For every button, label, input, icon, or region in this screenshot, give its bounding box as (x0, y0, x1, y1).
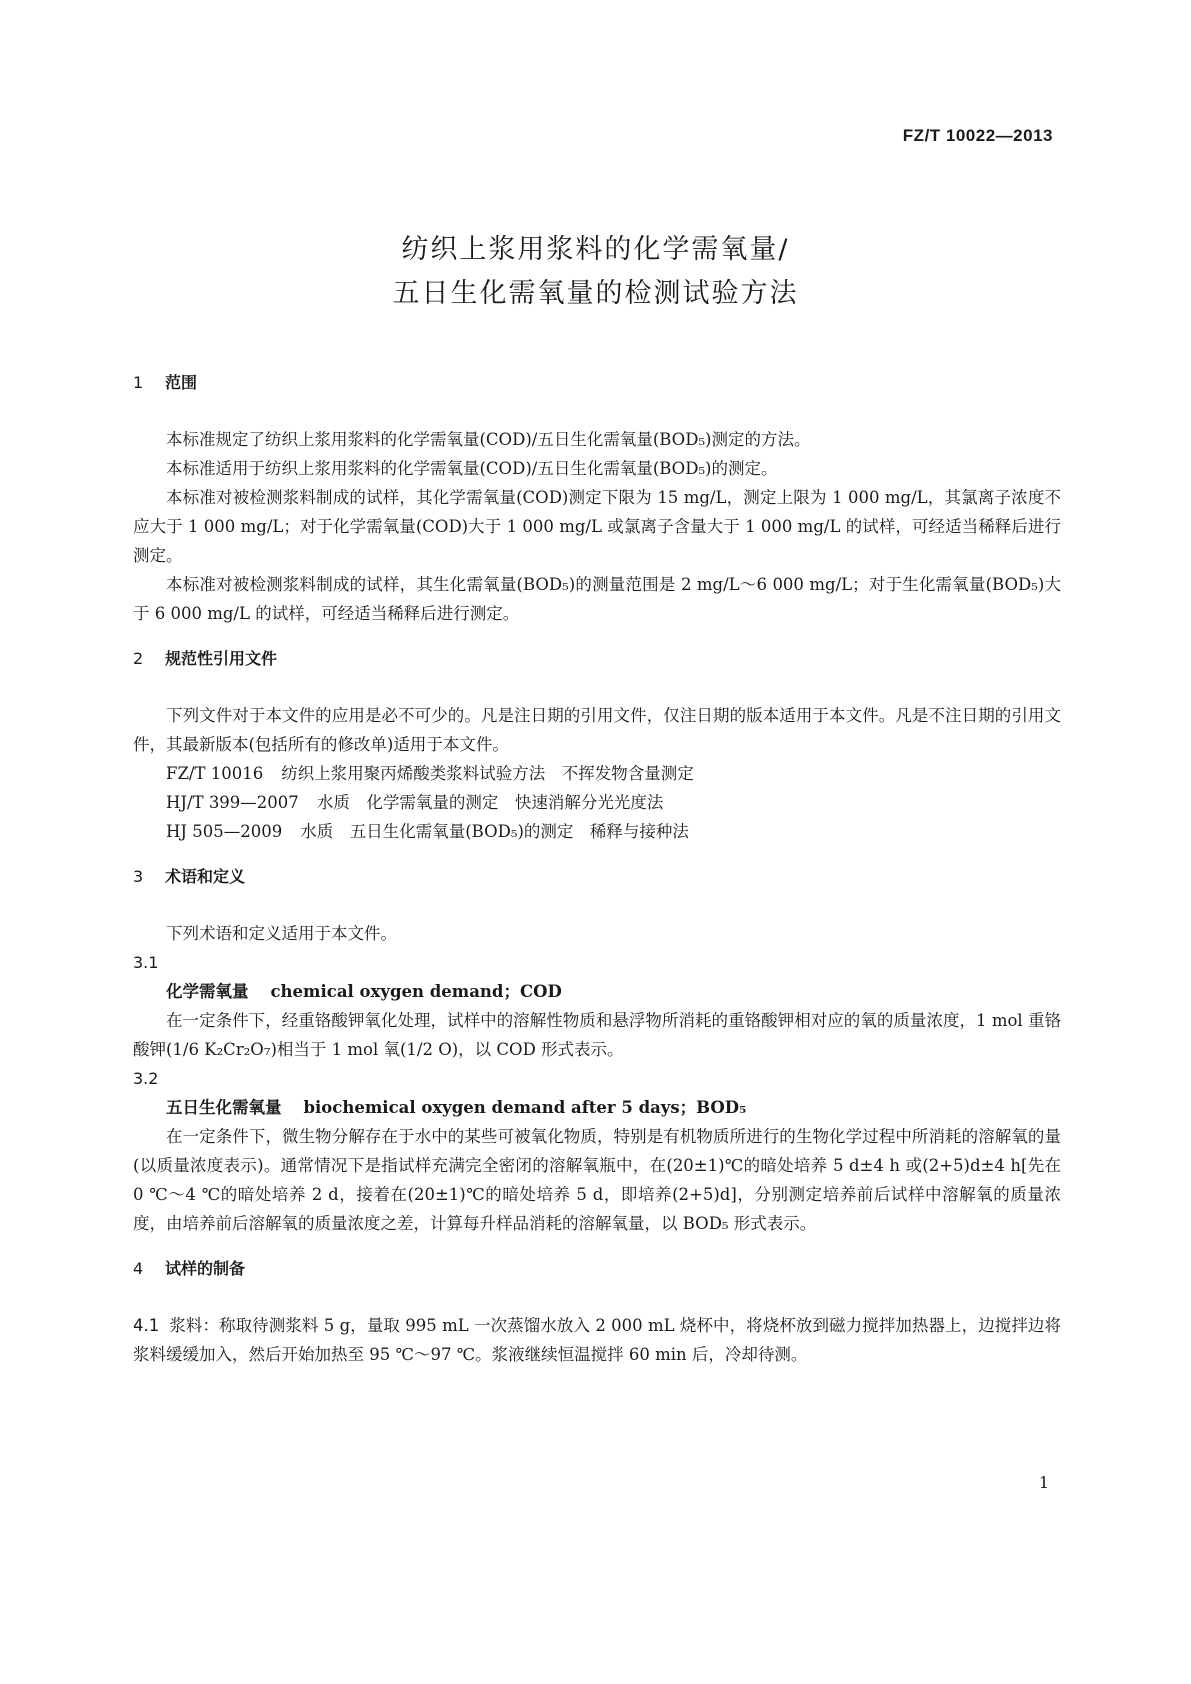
term-definition: 在一定条件下，微生物分解存在于水中的某些可被氧化物质，特别是有机物质所进行的生物化学过程中所消耗的溶解氧的量(以质量浓度表示)。通常情况下是指试样充满完全密闭的溶解氧瓶中，在(20±1)℃的暗处培养 5 d±4 h 或(2+5)d±4 h[先在 0 ℃～4 ℃的暗处培养 2 d，接着在(20±1)℃的暗处培养 5 d，即培养(2+5)d]，分别测定培养前后试样中溶解氧的质量浓度，由培养前后溶解氧的质量浓度之差，计算每升样品消耗的溶解氧量，以 BOD₅ 形式表示。 (133, 1127, 1061, 1233)
reference-name: 水质 化学需氧量的测定 快速消解分光光度法 (316, 793, 664, 812)
section-heading-scope (133, 368, 1061, 397)
paragraph: 本标准对被检测浆料制成的试样，其生化需氧量(BOD₅)的测量范围是 2 mg/L～6 000 mg/L；对于生化需氧量(BOD₅)大于 6 000 mg/L 的试样，可经适当稀释后进行测定。 (133, 575, 1061, 623)
reference-code: HJ 505—2009 (166, 822, 283, 841)
section-title: 规范性引用文件 (165, 649, 278, 668)
section-number: 3 (133, 867, 144, 886)
reference-item (133, 788, 1061, 817)
title-line-1: 纺织上浆用浆料的化学需氧量/ (401, 234, 790, 265)
term-heading (133, 977, 1061, 1006)
term-chinese: 化学需氧量 (166, 982, 249, 1001)
term-heading (133, 1093, 1061, 1122)
reference-item (133, 759, 1061, 788)
section-number: 4 (133, 1259, 144, 1278)
section-heading-normative-references (133, 644, 1061, 673)
paragraph: 本标准适用于纺织上浆用浆料的化学需氧量(COD)/五日生化需氧量(BOD₅)的测定。 (166, 459, 778, 478)
paragraph: 本标准规定了纺织上浆用浆料的化学需氧量(COD)/五日生化需氧量(BOD₅)测定的方法。 (166, 430, 811, 449)
page-number: 1 (1038, 1473, 1049, 1492)
term-number: 3.2 (133, 1069, 159, 1088)
reference-item (133, 817, 1061, 846)
clause-text: 浆料：称取待测浆料 5 g，量取 995 mL 一次蒸馏水放入 2 000 mL 烧杯中，将烧杯放到磁力搅拌加热器上，边搅拌边将浆料缓缓加入，然后开始加热至 95 ℃～97 ℃。浆液继续恒温搅拌 60 min 后，冷却待测。 (133, 1316, 1061, 1364)
clause-item (133, 1311, 1061, 1369)
section-number: 2 (133, 649, 144, 668)
reference-name: 纺织上浆用聚丙烯酸类浆料试验方法 不挥发物含量测定 (281, 764, 694, 783)
document-body (133, 368, 1061, 1369)
term-chinese: 五日生化需氧量 (166, 1098, 282, 1117)
reference-code: FZ/T 10016 (166, 764, 264, 783)
document-title (0, 228, 1191, 316)
section-heading-terms-definitions (133, 862, 1061, 891)
section-number: 1 (133, 373, 144, 392)
term-number: 3.1 (133, 953, 159, 972)
term-definition: 在一定条件下，经重铬酸钾氧化处理，试样中的溶解性物质和悬浮物所消耗的重铬酸钾相对应的氧的质量浓度，1 mol 重铬酸钾(1/6 K₂Cr₂O₇)相当于 1 mol 氧(1/2 O)，以 COD 形式表示。 (133, 1011, 1061, 1059)
section-heading-sample-preparation (133, 1254, 1061, 1283)
term-english: chemical oxygen demand；COD (270, 982, 562, 1001)
section-title: 试样的制备 (165, 1259, 246, 1278)
term-english: biochemical oxygen demand after 5 days；BOD₅ (303, 1098, 747, 1117)
standard-number: FZ/T 10022—2013 (902, 126, 1053, 145)
paragraph: 下列术语和定义适用于本文件。 (166, 924, 397, 943)
paragraph: 本标准对被检测浆料制成的试样，其化学需氧量(COD)测定下限为 15 mg/L，测定上限为 1 000 mg/L，其氯离子浓度不应大于 1 000 mg/L；对于化学需氧量(COD)大于 1 000 mg/L 或氯离子含量大于 1 000 mg/L 的试样，可经适当稀释后进行测定。 (133, 488, 1061, 565)
section-title: 术语和定义 (165, 867, 246, 886)
reference-code: HJ/T 399—2007 (166, 793, 299, 812)
clause-number: 4.1 (133, 1316, 160, 1335)
paragraph: 下列文件对于本文件的应用是必不可少的。凡是注日期的引用文件，仅注日期的版本适用于本文件。凡是不注日期的引用文件，其最新版本(包括所有的修改单)适用于本文件。 (133, 706, 1061, 754)
section-title: 范围 (165, 373, 198, 392)
title-line-2: 五日生化需氧量的检测试验方法 (392, 278, 799, 309)
reference-name: 水质 五日生化需氧量(BOD₅)的测定 稀释与接种法 (300, 822, 689, 841)
